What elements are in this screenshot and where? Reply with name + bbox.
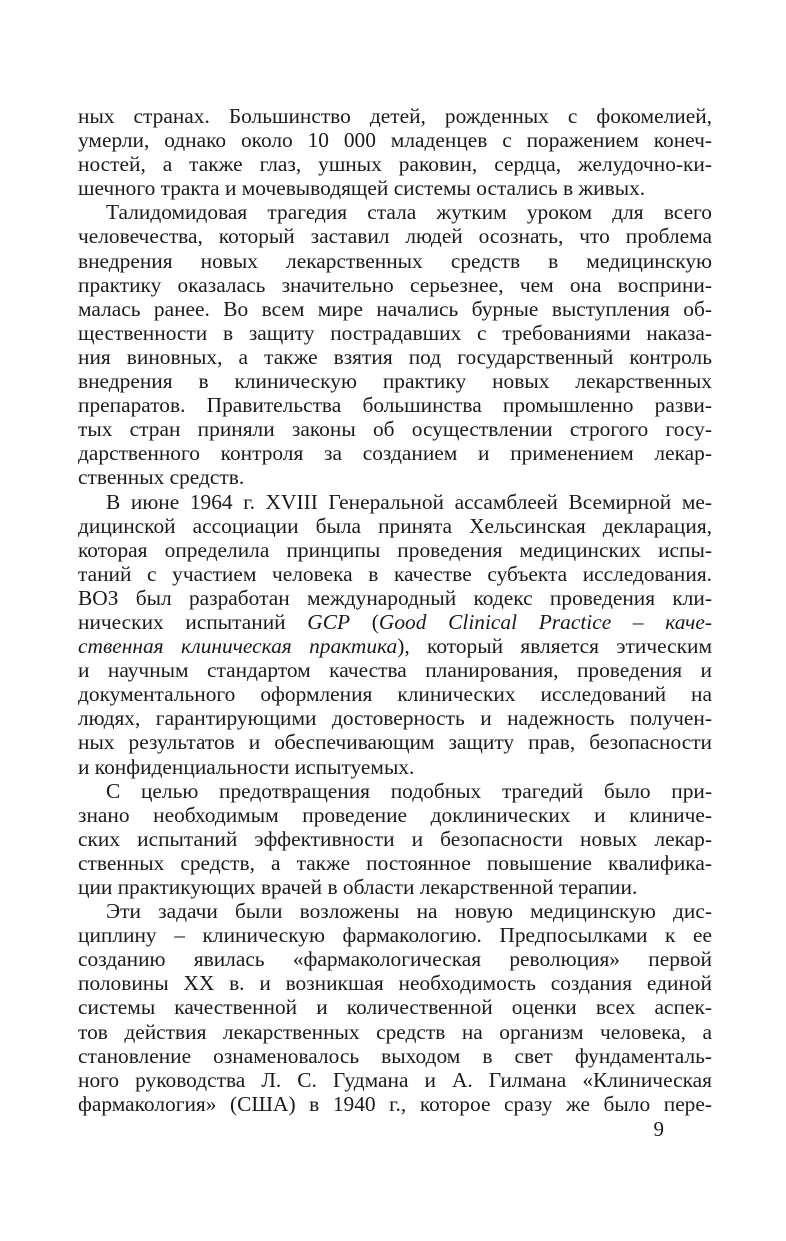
text-line: щественности в защиту пострадавших с требованиями наказа-	[78, 320, 712, 345]
text-line: Эти задачи были возложены на новую медицинскую дис-	[106, 899, 712, 924]
text-line: ственных средств, а также постоянное повышение квалифика-	[78, 850, 712, 875]
text-segment: (	[350, 609, 379, 634]
text-line: малась ранее. Во всем мире начались бурные выступления об-	[78, 296, 712, 321]
text-line: созданию явилась «фармакологическая революция» первой	[78, 947, 712, 972]
text-line: циплину – клиническую фармакологию. Предпосылками к ее	[78, 923, 712, 948]
text-line: документального оформления клинических исследований на	[78, 682, 712, 707]
text-line: системы качественной и количественной оценки всех аспек-	[78, 995, 712, 1020]
text-line: фармакология» (США) в 1940 г., которое сразу же было пере-	[78, 1091, 712, 1116]
text-segment: нических испытаний	[78, 609, 308, 634]
text-line: ственных средств.	[78, 465, 245, 490]
gcp-expansion: Good Clinical Practice – каче-	[378, 609, 712, 634]
text-line: умерли, однако около 10 000 младенцев с поражением конеч-	[78, 128, 712, 153]
text-line: и научным стандартом качества планирования, проведения и	[78, 658, 712, 683]
text-line: дарственного контроля за созданием и применением лекар-	[78, 441, 712, 466]
text-line: ного руководства Л. С. Гудмана и А. Гилмана «Клиническая	[78, 1067, 712, 1092]
text-line: которая определила принципы проведения медицинских испы-	[78, 537, 712, 562]
paragraph-1	[78, 104, 712, 200]
text-line: людях, гарантирующими достоверность и надежность получен-	[78, 706, 712, 731]
page-body	[78, 104, 712, 1116]
paragraph-5	[78, 899, 712, 1116]
text-line: ния виновных, а также взятия под государственный контроль	[78, 344, 712, 369]
text-line: человечества, который заставил людей осознать, что проблема	[78, 224, 712, 249]
text-line: тых стран приняли законы об осуществлении строгого госу-	[78, 417, 712, 442]
gcp-translation: ственная клиническая практика	[78, 634, 398, 659]
text-line: ских испытаний эффективности и безопасности новых лекар-	[78, 826, 712, 851]
text-line: ностей, а также глаз, ушных раковин, сердца, желудочно-ки-	[78, 152, 712, 177]
text-line: ВОЗ был разработан международный кодекс проведения кли-	[78, 585, 712, 610]
paragraph-3	[78, 490, 712, 779]
text-line: таний с участием человека в качестве субъекта исследования.	[78, 561, 712, 586]
text-line: дицинской ассоциации была принята Хельсинская декларация,	[78, 513, 712, 538]
text-line: внедрения новых лекарственных средств в медицинскую	[78, 248, 712, 273]
text-line: знано необходимым проведение доклинических и клиниче-	[78, 802, 712, 827]
paragraph-4	[78, 779, 712, 899]
text-line: практику оказалась значительно серьезнее, чем она восприни-	[78, 272, 712, 297]
text-line: шечного тракта и мочевыводящей системы остались в живых.	[78, 176, 646, 201]
text-line: В июне 1964 г. XVIII Генеральной ассамблеей Всемирной ме-	[106, 489, 712, 514]
text-line-gcp-2	[78, 634, 712, 658]
text-line: препаратов. Правительства большинства промышленно разви-	[78, 393, 712, 418]
text-line-gcp	[78, 610, 712, 634]
text-line: ных результатов и обеспечивающим защиту прав, безопасности	[78, 730, 712, 755]
paragraph-2	[78, 200, 712, 489]
text-line: ции практикующих врачей в области лекарственной терапии.	[78, 875, 638, 899]
text-line: становление ознаменовалось выходом в свет фундаменталь-	[78, 1043, 712, 1068]
text-line: Талидомидовая трагедия стала жутким уроком для всего	[106, 200, 712, 225]
text-line: внедрения в клиническую практику новых лекарственных	[78, 369, 712, 394]
text-line: С целью предотвращения подобных трагедий было при-	[106, 778, 712, 803]
page-number: 9	[653, 1117, 664, 1141]
gcp-abbreviation: GCP	[307, 609, 351, 634]
text-line: и конфиденциальности испытуемых.	[78, 754, 415, 779]
text-line: ных странах. Большинство детей, рожденных с фокомелией,	[78, 104, 712, 128]
text-line: тов действия лекарственных средств на организм человека, а	[78, 1019, 712, 1044]
text-segment: ), который является этическим	[397, 634, 713, 659]
text-line: половины XX в. и возникшая необходимость создания единой	[78, 971, 712, 996]
